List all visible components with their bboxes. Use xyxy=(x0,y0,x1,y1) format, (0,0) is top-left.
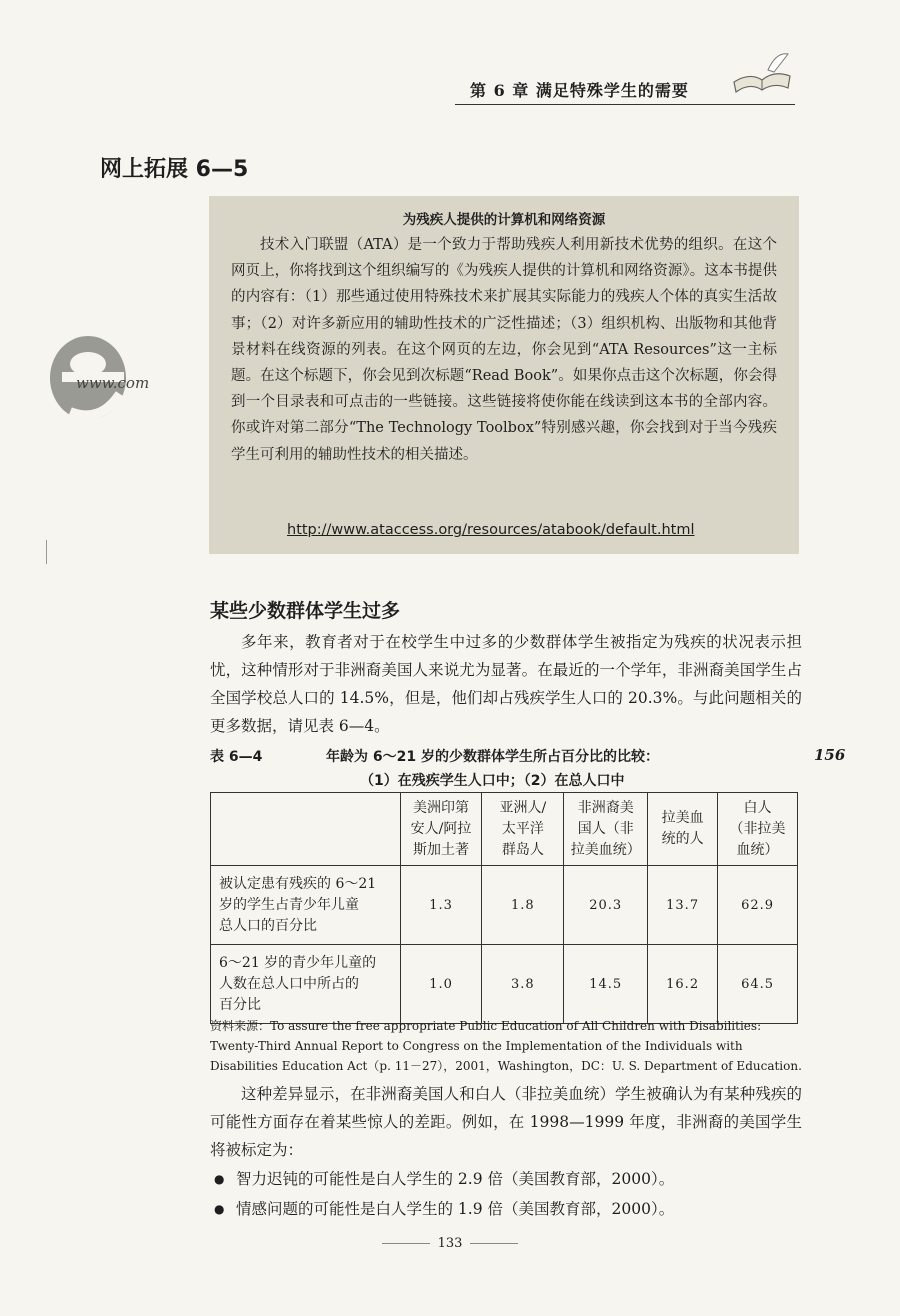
row-header-line: 被认定患有残疾的 6～21 xyxy=(219,875,377,892)
table-caption-line1: 年龄为 6～21 岁的少数群体学生所占百分比的比较： xyxy=(326,749,659,765)
row-header-line: 岁的学生占青少年儿童 xyxy=(219,896,359,913)
table-header-row xyxy=(211,793,798,866)
list-item xyxy=(214,1194,804,1224)
column-header-line: 国人（非 xyxy=(577,820,634,837)
table-cell: 13.7 xyxy=(648,866,718,945)
bullet-icon: ● xyxy=(214,1202,225,1216)
row-header-line: 总人口的百分比 xyxy=(219,917,317,934)
paragraph-1: 多年来，教育者对于在校学生中过多的少数群体学生被指定为残疾的状况表示担忧，这种情形对于非洲裔美国人来说尤为显著。在最近的一个学年，非洲裔美国学生占全国学校总人口的 14.5%，但是，他们却占残疾学生人口的 20.3%。与此问题相关的更多数据，请见表 6—4。 xyxy=(210,633,802,735)
table-cell: 14.5 xyxy=(564,945,648,1024)
column-header-line: 血统） xyxy=(736,841,779,858)
column-header-line: 统的人 xyxy=(661,831,704,847)
table-cell: 1.8 xyxy=(482,866,564,945)
open-book-icon xyxy=(728,48,794,98)
paragraph-2: 这种差异显示，在非洲裔美国人和白人（非拉美血统）学生被确认为有某种残疾的可能性方面存在着某些惊人的差距。例如，在 1998—1999 年度，非洲裔的美国学生将被标定为： xyxy=(210,1085,802,1159)
row-header xyxy=(211,945,401,1024)
table-cell: 1.3 xyxy=(400,866,482,945)
table-cell: 64.5 xyxy=(718,945,798,1024)
column-header-line: 安人/阿拉 xyxy=(410,820,472,837)
e-www-logo-icon xyxy=(40,328,200,428)
section-title: 网上拓展 6—5 xyxy=(100,157,249,182)
column-header-line: 非洲裔美 xyxy=(577,799,634,816)
table-cell: 3.8 xyxy=(482,945,564,1024)
column-header xyxy=(564,793,648,866)
row-header-line: 人数在总人口中所占的 xyxy=(219,975,359,992)
footer-ornament-left xyxy=(382,1243,430,1244)
bullet-list xyxy=(214,1164,804,1224)
column-header-line: 美洲印第 xyxy=(413,799,470,816)
bullet-icon: ● xyxy=(214,1172,225,1186)
row-header-line: 6～21 岁的青少年儿童的 xyxy=(219,954,377,971)
table-cell: 20.3 xyxy=(564,866,648,945)
data-table xyxy=(210,792,798,1024)
footer-ornament-right xyxy=(470,1243,518,1244)
column-header-line: 群岛人 xyxy=(501,841,544,858)
table-source: 资料来源：To assure the free appropriate Public Education of All Children with Disabilities: Twenty-Third Annual Report to Congress on the Implementation of the Individuals with Disabilities Education Act（p. 11－27），2001，Washington，DC：U. S. Department of Education. xyxy=(210,1019,802,1073)
column-header-line: 拉美血统） xyxy=(570,841,641,858)
subsection-title: 某些少数群体学生过多 xyxy=(210,600,401,622)
column-header-line: 太平洋 xyxy=(501,820,544,837)
table-cell: 1.0 xyxy=(400,945,482,1024)
online-box-body: 技术入门联盟（ATA）是一个致力于帮助残疾人利用新技术优势的组织。在这个网页上，你将找到这个组织编写的《为残疾人提供的计算机和网络资源》。这本书提供的内容有：（1）那些通过使用特殊技术来扩展其实际能力的残疾人个体的真实生活故事；（2）对许多新应用的辅助性技术的广泛性描述；（3）组织机构、出版物和其他背景材料在线资源的列表。在这个网页的左边，你会见到“ATA Resources”这一主标题。在这个标题下，你会见到次标题“Read Book”。如果你点击这个次标题，你会得到一个目录表和可点击的一些链接。这些链接将使你能在线读到这本书的全部内容。你或许对第二部分“The Technology Toolbox”特别感兴趣，你会找到对于当今残疾学生可利用的辅助性技术的相关描述。 xyxy=(231,237,777,463)
running-header: 第 6 章 满足特殊学生的需要 xyxy=(470,81,689,100)
header-rule xyxy=(455,104,795,105)
logo-text: www.com xyxy=(76,374,150,392)
column-header xyxy=(718,793,798,866)
column-header-line: （非拉美 xyxy=(729,820,786,837)
page-number: 133 xyxy=(437,1236,463,1251)
column-header xyxy=(648,793,718,866)
resource-url-link[interactable]: http://www.ataccess.org/resources/atabook/default.html xyxy=(287,522,695,538)
online-resource-box xyxy=(209,196,799,554)
column-header xyxy=(482,793,564,866)
column-header-line: 斯加土著 xyxy=(413,841,470,858)
page-footer xyxy=(380,1236,520,1251)
list-item-text: 情感问题的可能性是白人学生的 1.9 倍（美国教育部，2000）。 xyxy=(236,1200,675,1218)
table-row xyxy=(211,945,798,1024)
table-caption-line2: （1）在残疾学生人口中；（2）在总人口中 xyxy=(360,773,625,789)
online-box-title: 为残疾人提供的计算机和网络资源 xyxy=(402,212,606,228)
margin-mark xyxy=(46,540,47,564)
list-item xyxy=(214,1164,804,1194)
column-header-line: 亚洲人/ xyxy=(499,799,547,816)
table-row xyxy=(211,866,798,945)
table-cell: 16.2 xyxy=(648,945,718,1024)
row-header xyxy=(211,866,401,945)
margin-page-number: 156 xyxy=(814,746,846,764)
column-header-line: 白人 xyxy=(743,799,772,816)
row-header-line: 百分比 xyxy=(219,996,261,1013)
table-label: 表 6—4 xyxy=(210,749,263,765)
list-item-text: 智力迟钝的可能性是白人学生的 2.9 倍（美国教育部，2000）。 xyxy=(236,1170,675,1188)
column-header xyxy=(400,793,482,866)
table-cell: 62.9 xyxy=(718,866,798,945)
column-header-line: 拉美血 xyxy=(661,810,704,826)
table-corner-cell xyxy=(211,793,401,866)
